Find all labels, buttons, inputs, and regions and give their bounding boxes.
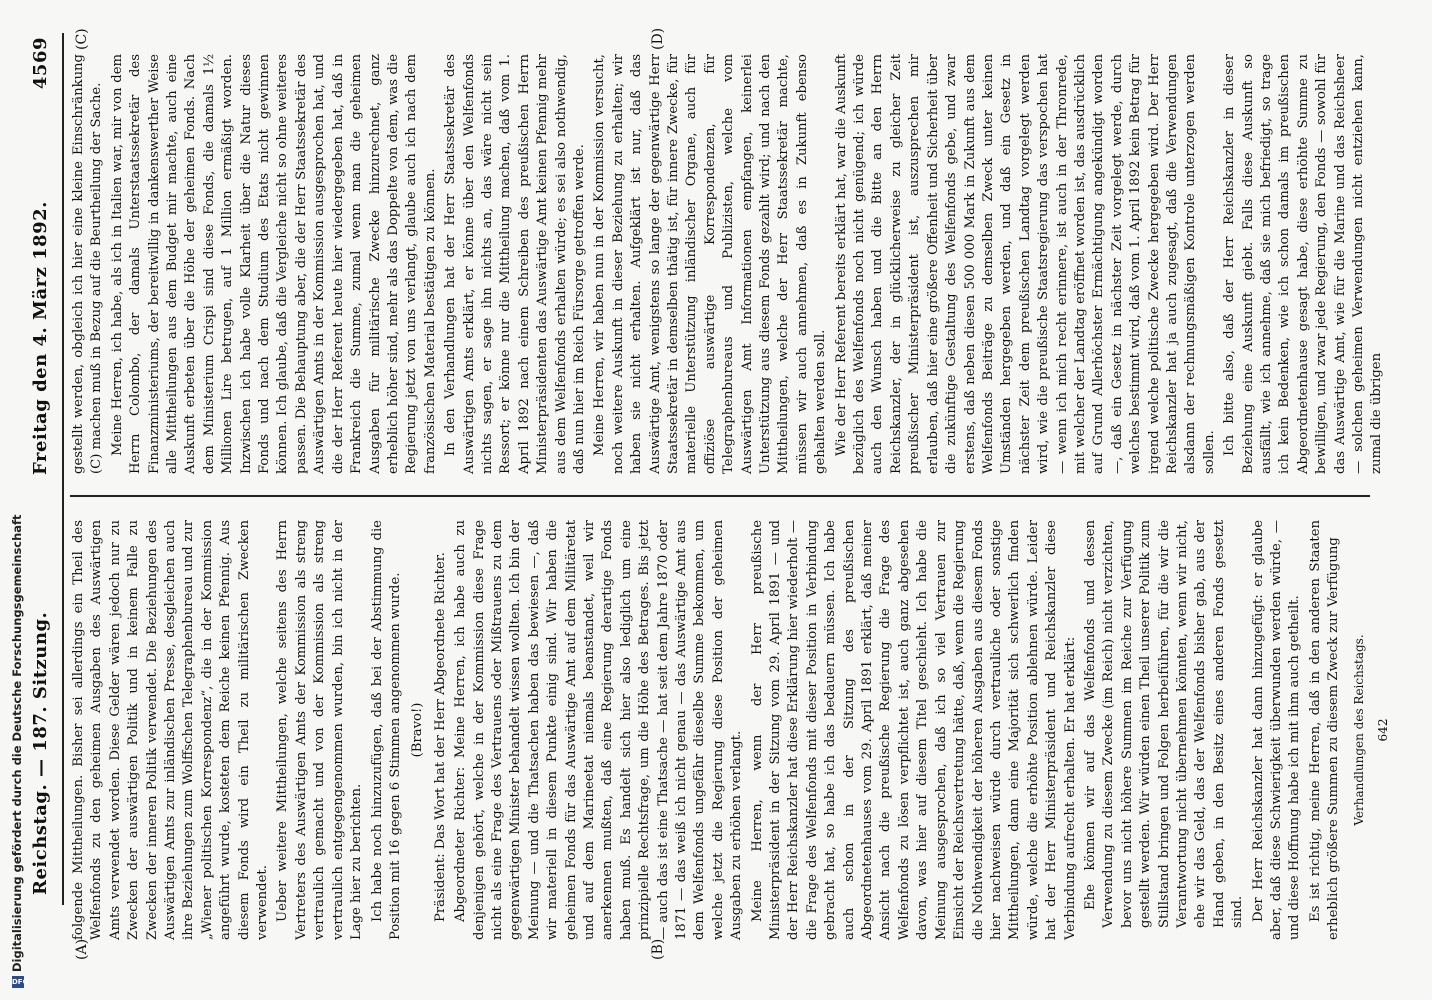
paragraph: Ueber weitere Mittheilungen, welche seitens des Herrn Vertreters des Auswärtigen Amts der Kommission als streng vertraulich gemacht und von der Kommission als streng vertraulich entgegengenommen wurden, bin ich nicht in der Lage hier zu berichten. bbox=[275, 520, 365, 940]
applause-note: (Bravo!) bbox=[410, 702, 426, 758]
left-column bbox=[70, 520, 1392, 940]
column-divider bbox=[70, 495, 1370, 497]
header-chamber: Reichstag. — 187. Sitzung. bbox=[30, 611, 51, 895]
quote-paragraph: Ehe können wir auf das Welfenfonds und dessen Verwendung zu diesem Zwecke (im Reich) nicht verzichten, bevor uns nicht höhere Summen im Reiche zur Verfügung gestellt werden. Wir würden einen Theil unserer Politik zum Stillstand bringen und Folgen herbeiführen, für die wir die Verantwortung nicht übernehmen könnten, wenn wir nicht, ehe wir das Geld, das der Welfenfonds bisher gab, aus der Hand geben, in den Besitz eines anderen Fonds gesetzt sind. bbox=[1082, 520, 1246, 928]
right-column bbox=[70, 54, 1389, 474]
speech-paragraph: Meine Herren, wenn der Herr preußische Ministerpräsident in der Sitzung vom 29. April 1891 — und der Herr Reichskanzler hat diese Erklärung hier wiederholt — die Frage des Welfenfonds mit dieser Position in Verbindung gebracht hat, so habe ich das bedauern müssen. Ich habe auch schon in der Sitzung des preußischen Abgeordnetenhauses vom 29. April 1891 erklärt, daß meiner Ansicht nach die preußische Regierung die Frage des Welfenfonds zu lösen verpflichtet ist, auch ganz abgesehen davon, was hier auf diesem Titel geschieht. Ich habe die Meinung ausgesprochen, daß ich so viel Vertrauen zur Einsicht der Reichsvertretung hätte, daß, wenn die Regierung die Nothwendigkeit der höheren Ausgaben aus diesem Fonds hier nachweisen würde durch vertrauliche oder sonstige Mittheilungen, dann eine Majorität sich schwerlich finden würde, welche die erhöhte Position ablehnen würde. Leider hat der Herr Ministerpräsident und Reichskanzler diese Verbindung aufrecht erhalten. Er hat erklärt: bbox=[749, 520, 1078, 940]
header-rule bbox=[62, 33, 64, 905]
dfg-logo-icon: DFG bbox=[11, 978, 28, 986]
speech-paragraph: Der Herr Reichskanzler hat dann hinzugefügt: er glaube aber, daß diese Schwierigkeit überwunden werden würde, — und diese Hoffnung habe ich mit ihm auch getheilt. bbox=[1250, 520, 1303, 940]
paragraph: Meine Herren, ich habe, als ich in Italien war, mir von dem Herrn Colombo, der damals Unterstaatssekretär des Finanzministeriums, der bereitwillig in dankenswerther Weise alle Mittheilungen aus dem Budget mir machte, auch eine Auskunft erbeten über die Höhe der geheimen Fonds. Nach dem Ministerium Crispi sind diese Fonds, die damals 1½ Millionen Lire betrugen, auf 1 Million ermäßigt worden. Inzwischen ich habe volle Klarheit über die Natur dieses Fonds und nach dem Studium des Etats nicht gewinnen können. Ich glaube, daß die Vergleiche nicht so ohne weiteres passen. Die Behauptung aber, die der Herr Staatssekretär des Auswärtigen Amts in der Kommission ausgesprochen hat, und die der Herr Referent heute hier wiedergegeben hat, daß in Frankreich die Summe, zumal wenn man die geheimen Ausgaben für militärische Zwecke hinzurechnet, ganz erheblich höher sind, mehr als das Doppelte von dem, was die Regierung jetzt von uns verlangt, glaube auch ich nach dem französischen Material bestätigen zu können. bbox=[109, 54, 438, 474]
margin-marker-d: (D) bbox=[650, 27, 666, 50]
paragraph: In den Verhandlungen hat der Herr Staatssekretär des Auswärtigen Amts erklärt, er könne über den Welfenfonds nichts sagen, er sage ihn nichts an, das wäre nicht sein Ressort; er könne nur die Mittheilung machen, daß vom 1. April 1892 nach einem Schreiben des preußischen Herrn Ministerpräsidenten das Auswärtige Amt keinen Pfennig mehr aus dem Welfenfonds erhalten würde; es sei also nothwendig, daß nun hier im Reich Fürsorge getroffen werde. bbox=[443, 54, 587, 474]
president-line: Präsident: Das Wort hat der Herr Abgeordnete Richter. bbox=[432, 552, 448, 922]
header-page-number: 4569 bbox=[30, 37, 51, 90]
footer-page-number: 642 bbox=[1376, 718, 1391, 742]
paragraph: folgende Mittheilungen. Bisher sei allerdings ein Theil des Welfenfonds zu den geheimen Ausgaben des Auswärtigen Amts verwendet worden. Diese Gelder wären jedoch nur zu Zwecken der auswärtigen Politik und in keinem Falle zu Zwecken der inneren Politik verwendet. Die Beziehungen des Auswärtigen Amts zur inländischen Presse, desgleichen auch ihre Beziehungen zum Wolffschen Telegraphenbureau und zur „Wiener politischen Korrespondenz“, die in der Kommission angeführt wurde, kosteten dem Reiche keinen Pfennig. Aus diesem Fonds wird ein Theil zu militärischen Zwecken verwendet. bbox=[71, 520, 271, 940]
speech-paragraph: Abgeordneter Richter: Meine Herren, ich habe auch zu denjenigen gehört, welche in der Kommission diese Frage nicht als eine Frage des Vertrauens oder Mißtrauens zu dem gegenwärtigen Minister behandelt wissen wollten. Ich bin der Meinung — und die Thatsachen haben das bewiesen —, daß wir materiell in diesem Punkte einig sind. Wir haben die geheimen Fonds für das Auswärtige Amt auf dem Militäretat und auf dem Marineetat niemals beanstandet, weil wir anerkennen mußten, daß eine Regierung derartige Fonds haben muß. Es handelt sich hier also lediglich um eine prinzipielle Rechtsfrage, um die Höhe des Betrages. Bis jetzt — auch das ist eine Thatsache — hat seit dem Jahre 1870 oder 1871 — das weiß ich nicht genau — das Auswärtige Amt aus dem Welfenfonds ungefähr dieselbe Summe bekommen, um welche jetzt die Regierung diese Position der geheimen Ausgaben zu erhöhen verlangt. bbox=[453, 520, 745, 940]
margin-marker-b: (B) bbox=[650, 938, 666, 960]
digitization-sidebar bbox=[4, 0, 30, 1000]
paragraph: Ich bitte also, daß der Herr Reichskanzler in dieser Beziehung eine Auskunft giebt. Falls diese Auskunft so ausfällt, wie ich annehme, daß sie mich befriedigt, so trage ich kein Bedenken, wie ich schon damals im preußischen Abgeordnetenhause gesagt habe, diese erhöhte Summe zu bewilligen, und zwar jede Regierung, den Fonds — sowohl für das Auswärtige Amt, wie für die Marine und das Reichsheer — solchen geheimen Verwendungen nicht entziehen kann, zumal die übrigen bbox=[1222, 54, 1385, 474]
paragraph: Wie der Herr Referent bereits erklärt hat, war die Auskunft bezüglich des Welfenfonds noch nicht genügend; ich würde auch den Wunsch haben und die Bitte an den Herrn Reichskanzler, der in glücklicherweise zu gleicher Zeit preußischer Ministerpräsident ist, auszusprechen mir erlauben, daß hier eine größere Offenheit und Sicherheit über die zukünftige Gestaltung des Welfenfonds gebe, und zwar erstens, daß neben diesen 500 000 Mark in Zukunft aus dem Welfenfonds Beiträge zu demselben Zweck unter keinen Umständen hergegeben werden, und daß ein Gesetz in nächster Zeit dem preußischen Landtag vorgelegt werden wird, wie die preußische Staatsregierung das verspochen hat — wenn ich mich recht erinnere, ist auch in der Thronrede, mit welcher der Landtag eröffnet worden ist, das ausdrücklich auf Grund Allerhöchster Ermächtigung angekündigt worden —, daß ein Gesetz in nächster Zeit vorgelegt werde, durch welches bestimmt wird, daß vom 1. April 1892 kein Betrag für irgend welche politische Zwecke hergegeben wird. Der Herr Reichskanzler hat ja auch zugesagt, daß die Verwendungen alsdann der rechnungsmäßigen Kontrole unterzogen werden sollen. bbox=[833, 54, 1217, 474]
header-date: Freitag den 4. März 1892. bbox=[30, 201, 51, 475]
digitization-credit bbox=[4, 0, 30, 1000]
credit-text: Digitalisierung gefördert durch die Deutsche Forschungsgemeinschaft bbox=[10, 514, 24, 972]
speech-paragraph: Es ist richtig, meine Herren, daß in den anderen Staaten erheblich größere Summen zu diesem Zweck zur Verfügung bbox=[1307, 520, 1342, 940]
paragraph: Ich habe noch hinzuzufügen, daß bei der Abstimmung die Position mit 16 gegen 6 Stimmen angenommen wurde. bbox=[369, 520, 403, 940]
paragraph: gestellt werden, obgleich ich hier eine kleine Einschränkung (C) machen muß in Bezug auf die Beurtheilung der Sache. bbox=[71, 54, 105, 474]
paragraph: Meine Herren, wir haben nun in der Kommission versucht, noch weitere Auskunft in dieser Beziehung zu erhalten; wir haben sie nicht erhalten. Aufgeklärt ist nur, daß das Auswärtige Amt, wenigstens so lange der gegenwärtige Herr Staatssekretär in demselben thätig ist, für innere Zwecke, für materielle Unterstützung inländischer Organe, auch für offiziöse auswärtige Korrespondenzen, für Telegraphenbureaus und Publizisten, welche vom Auswärtigen Amt Informationen empfangen, keinerlei Unterstützung aus diesem Fonds gezahlt wird; und nach den Mittheilungen, welche der Herr Staatssekretär machte, müssen wir auch annehmen, daß es in Zukunft ebenso gehalten werden soll. bbox=[592, 54, 829, 474]
margin-marker-c: (C) bbox=[74, 28, 90, 50]
margin-marker-a: (A) bbox=[74, 938, 90, 960]
footer-title: Verhandlungen des Reichstags. bbox=[1351, 634, 1366, 826]
